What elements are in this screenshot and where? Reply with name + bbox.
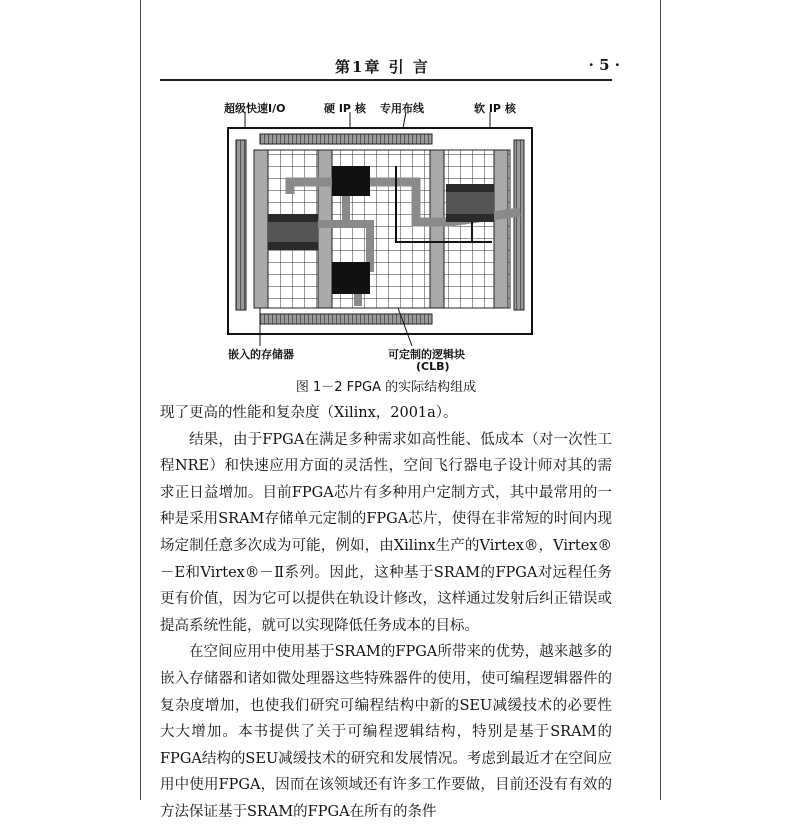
paragraph: 在空间应用中使用基于SRAM的FPGA所带来的优势，越来越多的嵌入存储器和诸如微处理器这些特殊器件的使用，使可编程逻辑器件的复杂度增加，也使我们研究可编程结构中新的SEU减缓技术的必要性大大增加。本书提供了关于可编程逻辑结构，特别是基于SRAM的FPGA结构的SEU减缓技术的研究和发展情况。考虑到最近才在空间应用中使用FPGA，因而在该领域还有许多工作要做，目前还没有有效的方法保证基于SRAM的FPGA在所有的条件 [160, 644, 612, 820]
page-header [160, 56, 620, 80]
label-super-fast-io: 超级快速I/O [224, 102, 286, 115]
page-number: · 5 · [588, 56, 620, 74]
header-rule [160, 79, 612, 81]
page-left-edge [140, 0, 141, 800]
hard-ip-core [332, 166, 370, 196]
label-soft-ip-core: 软 IP 核 [474, 102, 516, 115]
io-bar-left [236, 140, 246, 310]
memory-column [430, 150, 444, 308]
label-clb: 可定制的逻辑块 [388, 348, 465, 361]
io-bar-top [260, 134, 432, 144]
memory-column [254, 150, 268, 308]
label-hard-ip-core: 硬 IP 核 [324, 102, 366, 115]
paragraph: 结果，由于FPGA在满足多种需求如高性能、低成本（对一次性工程NRE）和快速应用方面的灵活性，空间飞行器电子设计师对其的需求正日益增加。目前FPGA芯片有多种用户定制方式，其中最常用的一种是采用SRAM存储单元定制的FPGA芯片，使得在非常短的时间内现场定制任意多次成为可能，例如，由Xilinx生产的Virtex®，Virtex®－E和Virtex®－Ⅱ系列。因此，这种基于SRAM的FPGA对远程任务更有价值，因为它可以提供在轨设计修改，这样通过发射后纠正错误或提高系统性能，就可以实现降低任务成本的目标。 [160, 431, 612, 634]
body-text [160, 400, 612, 826]
io-bar-bottom [260, 314, 432, 324]
hard-ip-core [332, 262, 370, 294]
figure-caption: 图 1－2 FPGA 的实际结构组成 [295, 380, 477, 395]
memory-column [318, 150, 332, 308]
fpga-structure-figure [220, 94, 550, 376]
chapter-title: 第1章 引 言 [335, 58, 430, 76]
paragraph: 现了更高的性能和复杂度（Xilinx，2001a）。 [160, 405, 458, 421]
io-bar-right [514, 140, 524, 310]
memory-column [494, 150, 508, 308]
page-right-edge [660, 0, 661, 800]
label-clb-abbrev: (CLB) [416, 360, 450, 373]
label-embedded-memory: 嵌入的存储器 [228, 348, 294, 361]
fpga-diagram [220, 94, 550, 376]
label-dedicated-routing: 专用布线 [380, 102, 424, 115]
